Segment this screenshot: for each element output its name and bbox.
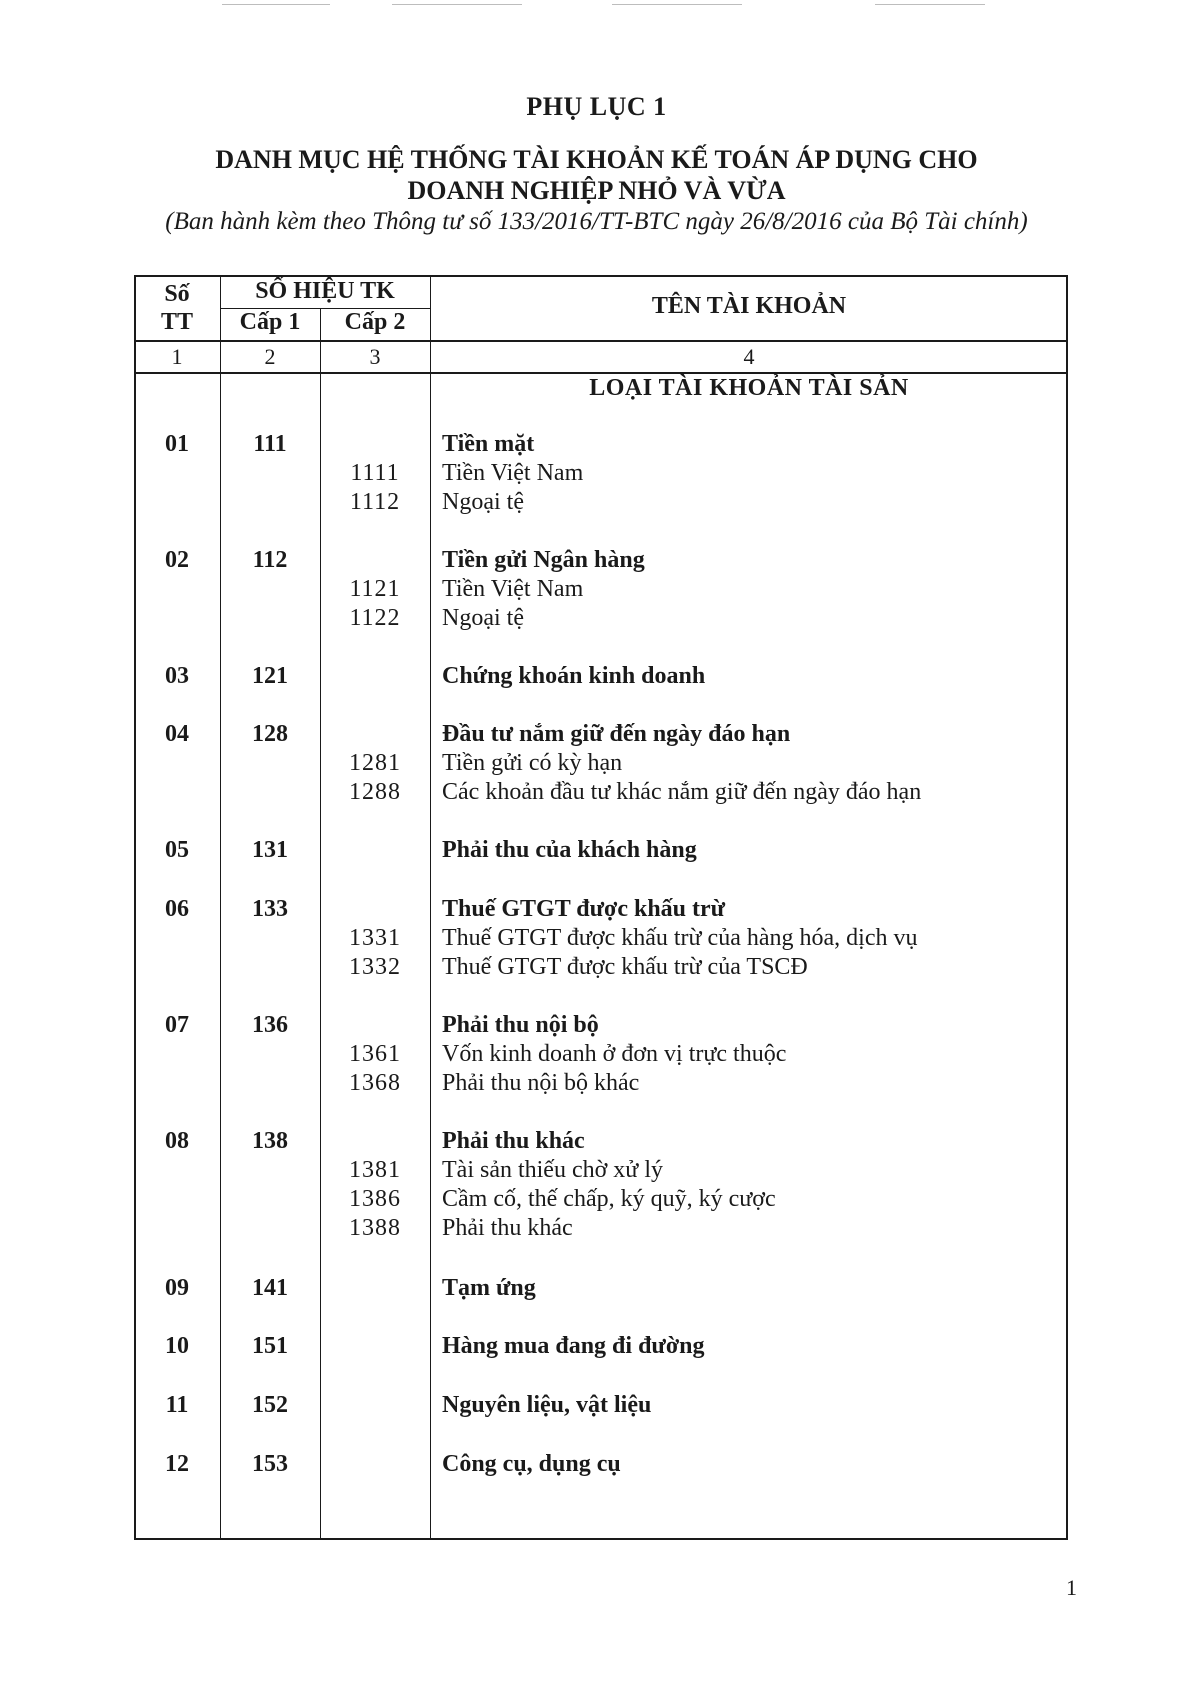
table-subrow: [134, 489, 1068, 519]
header-level1: Cấp 1: [239, 309, 301, 335]
table-row: [134, 1012, 1068, 1042]
row-account-name: Tạm ứng: [442, 1275, 536, 1301]
row-account-name: Nguyên liệu, vật liệu: [442, 1392, 652, 1418]
row-level2-code: 1332: [349, 954, 401, 980]
top-edge-line: [222, 4, 330, 5]
row-account-name: Phải thu nội bộ khác: [442, 1070, 640, 1096]
row-level1-code: 151: [252, 1333, 288, 1359]
row-level2-code: 1288: [349, 779, 401, 805]
table-subrow: [134, 605, 1068, 635]
table-subrow: [134, 925, 1068, 955]
table-subrow: [134, 954, 1068, 984]
row-level2-code: 1122: [349, 605, 401, 631]
row-level1-code: 131: [252, 837, 288, 863]
table-subrow: [134, 460, 1068, 490]
table-row: [134, 1451, 1068, 1481]
page-number: 1: [1066, 1575, 1077, 1600]
row-account-name: Tài sản thiếu chờ xử lý: [442, 1157, 663, 1183]
row-level2-code: 1381: [349, 1157, 401, 1183]
row-account-name: Vốn kinh doanh ở đơn vị trực thuộc: [442, 1041, 787, 1067]
document-title-line2: DOANH NGHIỆP NHỎ VÀ VỪA: [407, 176, 786, 205]
header-level2: Cấp 2: [344, 309, 406, 335]
table-subrow: [134, 1186, 1068, 1216]
row-stt: 09: [165, 1275, 189, 1301]
account-table: [134, 275, 1068, 1540]
table-subrow: [134, 1215, 1068, 1245]
row-stt: 02: [165, 547, 189, 573]
row-level2-code: 1112: [349, 489, 401, 515]
table-subrow: [134, 779, 1068, 809]
row-level2-code: 1368: [349, 1070, 401, 1096]
row-stt: 04: [165, 721, 189, 747]
row-account-name: Chứng khoán kinh doanh: [442, 663, 706, 689]
table-border-top: [134, 275, 1068, 277]
row-account-name: Tiền Việt Nam: [442, 460, 584, 486]
row-level2-code: 1361: [349, 1041, 401, 1067]
row-stt: 06: [165, 896, 189, 922]
header-stt-line2: TT: [160, 309, 193, 335]
row-account-name: Tiền gửi có kỳ hạn: [442, 750, 623, 776]
table-subrow: [134, 1070, 1068, 1100]
row-stt: 12: [165, 1451, 189, 1477]
row-stt: 11: [165, 1392, 189, 1418]
table-row: [134, 547, 1068, 577]
header-account-name: TÊN TÀI KHOẢN: [651, 293, 847, 319]
document-title-line1: DANH MỤC HỆ THỐNG TÀI KHOẢN KẾ TOÁN ÁP DỤNG CHO: [215, 145, 978, 174]
table-row: [134, 431, 1068, 461]
row-account-name: Tiền mặt: [442, 431, 535, 457]
row-stt: 10: [165, 1333, 189, 1359]
header-rule: [134, 340, 1068, 342]
header-account-code: SỐ HIỆU TK: [255, 278, 395, 304]
row-account-name: Phải thu của khách hàng: [442, 837, 697, 863]
header-stt: [134, 280, 220, 336]
table-row: [134, 1392, 1068, 1422]
table-row: [134, 837, 1068, 867]
row-account-name: Tiền gửi Ngân hàng: [442, 547, 645, 573]
row-stt: 08: [165, 1128, 189, 1154]
row-stt: 03: [165, 663, 189, 689]
top-edge-line: [392, 4, 522, 5]
appendix-title: PHỤ LỤC 1: [526, 92, 667, 121]
row-stt: 01: [165, 431, 189, 457]
row-level2-code: 1386: [349, 1186, 401, 1212]
table-row: [134, 1333, 1068, 1363]
row-account-name: Đầu tư nắm giữ đến ngày đáo hạn: [442, 721, 791, 747]
document-subtitle: (Ban hành kèm theo Thông tư số 133/2016/TT-BTC ngày 26/8/2016 của Bộ Tài chính): [165, 208, 1028, 235]
column-number-rule: [134, 372, 1068, 374]
row-level2-code: 1281: [349, 750, 401, 776]
table-row: [134, 663, 1068, 693]
section-title: LOẠI TÀI KHOẢN TÀI SẢN: [589, 375, 909, 401]
row-stt: 07: [165, 1012, 189, 1038]
row-level1-code: 141: [252, 1275, 288, 1301]
column-number: 3: [369, 344, 381, 369]
table-border-bottom: [134, 1538, 1068, 1540]
row-level1-code: 152: [252, 1392, 288, 1418]
column-number: 4: [743, 344, 755, 369]
column-number: 1: [171, 344, 183, 369]
row-account-name: Phải thu khác: [442, 1128, 585, 1154]
row-level2-code: 1121: [349, 576, 401, 602]
row-level1-code: 111: [253, 431, 287, 457]
row-level1-code: 138: [252, 1128, 288, 1154]
column-number: 2: [264, 344, 276, 369]
row-level1-code: 133: [252, 896, 288, 922]
table-row: [134, 896, 1068, 926]
row-stt: 05: [165, 837, 189, 863]
row-level2-code: 1388: [349, 1215, 401, 1241]
table-subrow: [134, 1157, 1068, 1187]
row-level1-code: 128: [252, 721, 288, 747]
row-account-name: Ngoại tệ: [442, 605, 524, 631]
row-level1-code: 121: [252, 663, 288, 689]
row-account-name: Phải thu nội bộ: [442, 1012, 599, 1038]
row-account-name: Tiền Việt Nam: [442, 576, 584, 602]
table-row: [134, 1128, 1068, 1158]
table-row: [134, 1275, 1068, 1305]
row-account-name: Cầm cố, thế chấp, ký quỹ, ký cược: [442, 1186, 776, 1212]
table-row: [134, 721, 1068, 751]
row-level1-code: 136: [252, 1012, 288, 1038]
header-stt-line1: Số: [164, 281, 190, 307]
row-account-name: Phải thu khác: [442, 1215, 573, 1241]
row-account-name: Thuế GTGT được khấu trừ của hàng hóa, dịch vụ: [442, 925, 918, 951]
row-account-name: Ngoại tệ: [442, 489, 524, 515]
row-level2-code: 1111: [350, 460, 400, 486]
row-level1-code: 153: [252, 1451, 288, 1477]
row-account-name: Các khoản đầu tư khác nắm giữ đến ngày đáo hạn: [442, 779, 922, 805]
row-level2-code: 1331: [349, 925, 401, 951]
row-account-name: Thuế GTGT được khấu trừ: [442, 896, 726, 922]
table-subrow: [134, 750, 1068, 780]
top-edge-line: [612, 4, 742, 5]
table-subrow: [134, 1041, 1068, 1071]
row-account-name: Hàng mua đang đi đường: [442, 1333, 705, 1359]
row-level1-code: 112: [252, 547, 288, 573]
table-subrow: [134, 576, 1068, 606]
top-edge-line: [875, 4, 985, 5]
row-account-name: Thuế GTGT được khấu trừ của TSCĐ: [442, 954, 808, 980]
row-account-name: Công cụ, dụng cụ: [442, 1451, 621, 1477]
